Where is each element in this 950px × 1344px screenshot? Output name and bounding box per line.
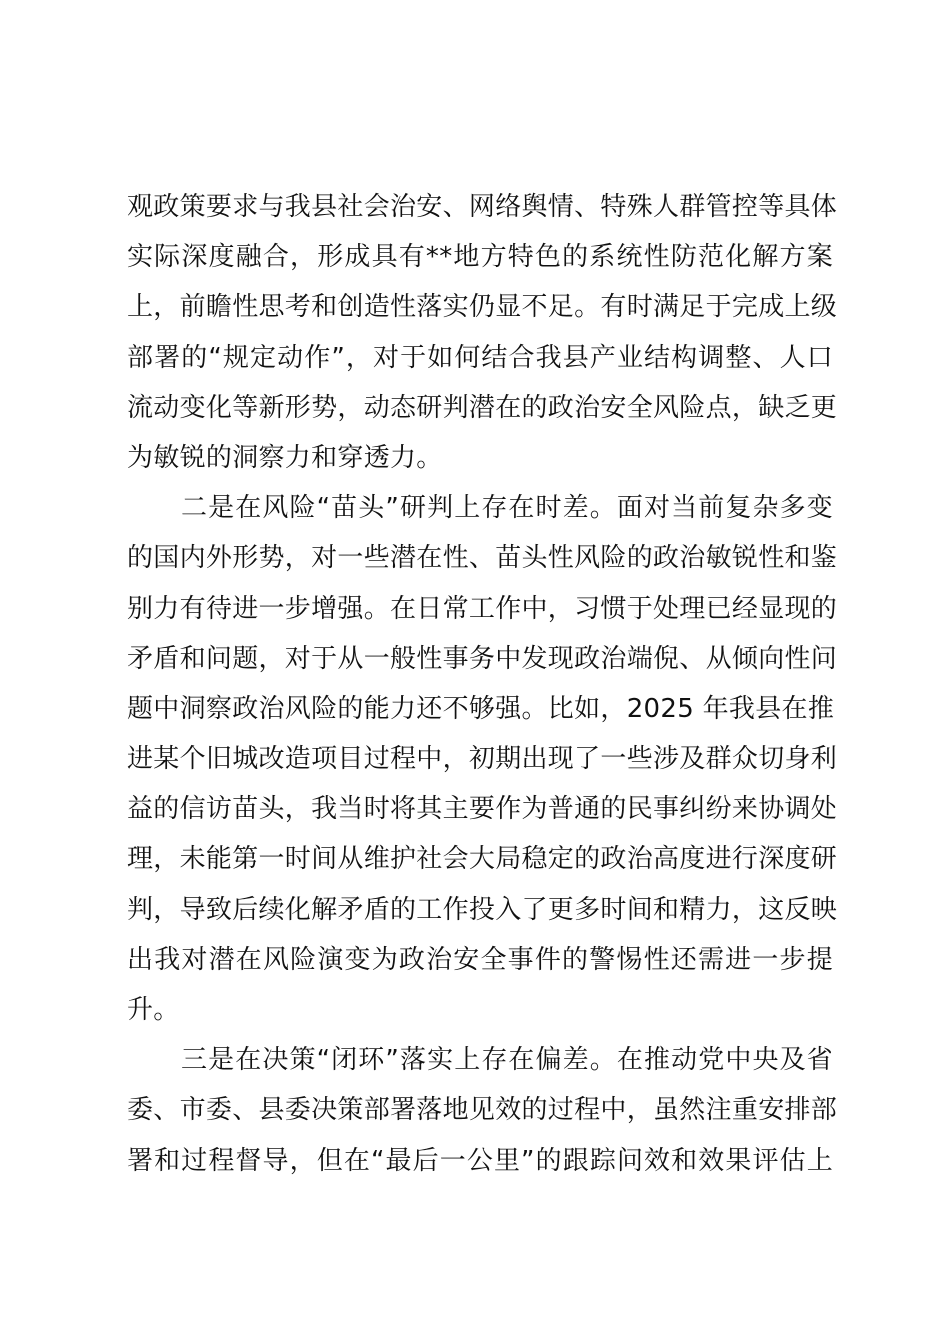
text-line-indented: 三是在决策“闭环”落实上存在偏差。在推动党中央及省 <box>181 1045 833 1076</box>
text-line: 别力有待进一步增强。在日常工作中，习惯于处理已经显现的 <box>127 593 838 624</box>
text-line: 上，前瞻性思考和创造性落实仍显不足。有时满足于完成上级 <box>127 292 838 323</box>
text-line: 益的信访苗头，我当时将其主要作为普通的民事纠纷来协调处 <box>127 794 838 825</box>
text-line: 部署的“规定动作”，对于如何结合我县产业结构调整、人口 <box>127 342 833 373</box>
text-line: 署和过程督导，但在“最后一公里”的跟踪问效和效果评估上 <box>127 1145 833 1176</box>
text-line: 判，导致后续化解矛盾的工作投入了更多时间和精力，这反映 <box>127 894 838 925</box>
text-line: 题中洞察政治风险的能力还不够强。比如，2025 年我县在推 <box>127 693 835 724</box>
text-line: 出我对潜在风险演变为政治安全事件的警惕性还需进一步提 <box>127 944 833 975</box>
text-line: 理，未能第一时间从维护社会大局稳定的政治高度进行深度研 <box>127 844 838 875</box>
text-line: 升。 <box>127 995 180 1025</box>
paragraph-point-three <box>127 1035 838 1186</box>
document-body <box>127 182 838 1186</box>
text-line: 流动变化等新形势，动态研判潜在的政治安全风险点，缺乏更 <box>127 392 838 423</box>
paragraph-continued <box>127 182 838 483</box>
text-line: 为敏锐的洞察力和穿透力。 <box>127 442 443 473</box>
text-line: 实际深度融合，形成具有**地方特色的系统性防范化解方案 <box>127 242 833 273</box>
text-line-indented: 二是在风险“苗头”研判上存在时差。面对当前复杂多变 <box>181 493 833 524</box>
text-line: 矛盾和问题，对于从一般性事务中发现政治端倪、从倾向性问 <box>127 643 838 674</box>
text-line: 观政策要求与我县社会治安、网络舆情、特殊人群管控等具体 <box>127 192 838 222</box>
text-line: 进某个旧城改造项目过程中，初期出现了一些涉及群众切身利 <box>127 744 838 775</box>
text-line: 的国内外形势，对一些潜在性、苗头性风险的政治敏锐性和鉴 <box>127 543 838 574</box>
paragraph-point-two <box>127 483 838 1035</box>
text-line: 委、市委、县委决策部署落地见效的过程中，虽然注重安排部 <box>127 1095 838 1126</box>
